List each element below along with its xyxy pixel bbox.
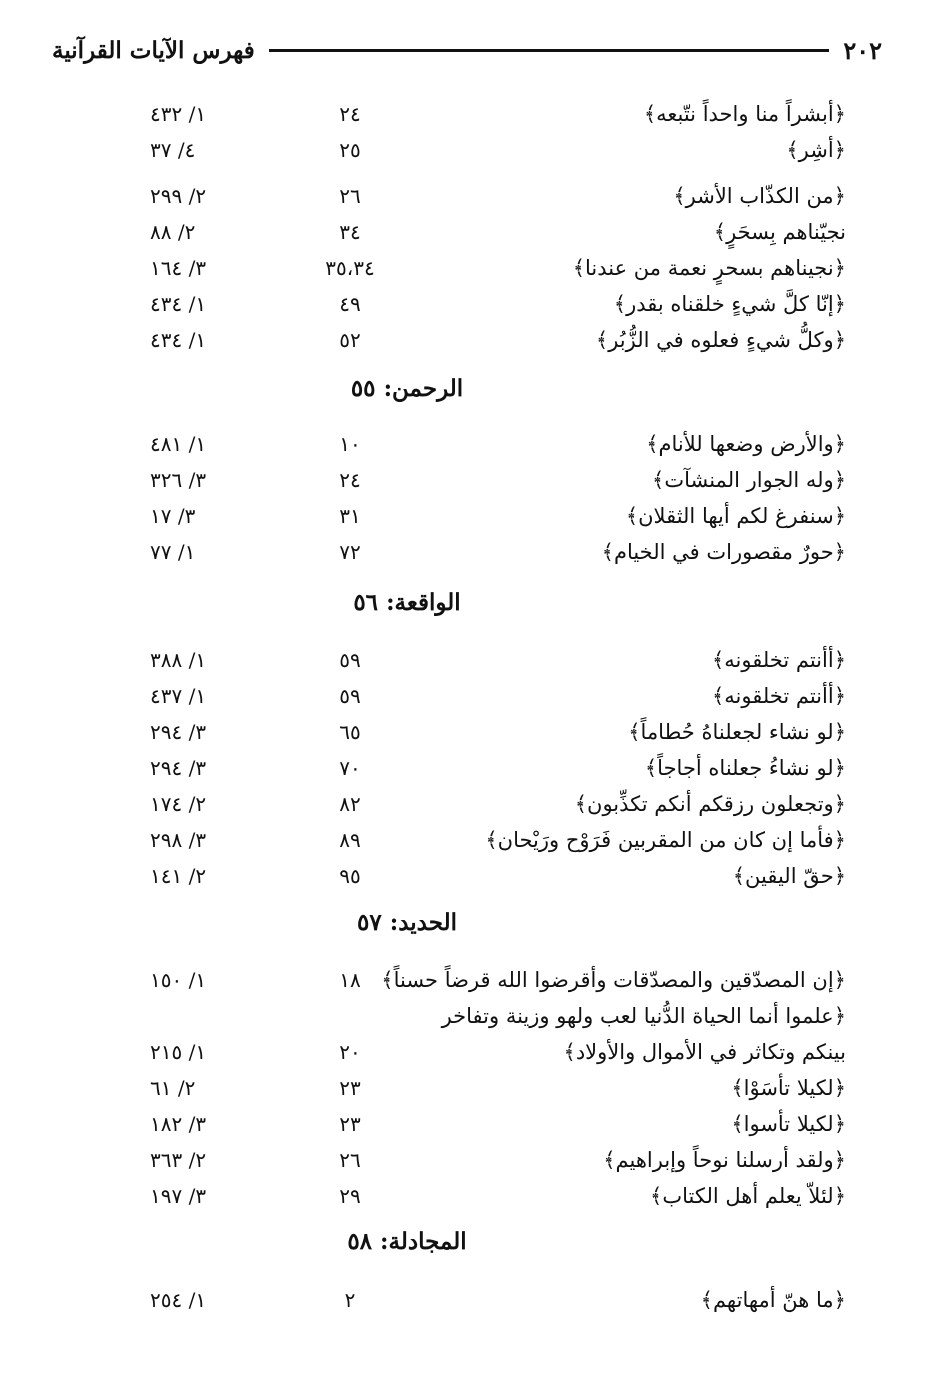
- verse-text: ﴿وتجعلون رزقكم أنكم تكذِّبون﴾: [574, 792, 846, 816]
- index-entry: [0, 962, 934, 998]
- page-number: ٢٠٢: [843, 35, 882, 65]
- ayah-number: ٣١: [339, 504, 361, 528]
- ayah-number: ٥٩: [339, 684, 361, 708]
- index-entry: [0, 750, 934, 786]
- verse-text: ﴿أبشراً منا واحداً نتّبعه﴾: [643, 102, 846, 126]
- ayah-number: ٢: [344, 1288, 356, 1312]
- ayah-number: ٥٩: [339, 648, 361, 672]
- volume-page-ref: ٣/ ٢٩٤: [150, 720, 207, 744]
- index-entry: [0, 1178, 934, 1214]
- index-entry: [0, 322, 934, 358]
- volume-page-ref: ١/ ٧٧: [150, 540, 196, 564]
- ayah-number: ٦٥: [339, 720, 361, 744]
- ayah-number: ٧٠: [339, 756, 361, 780]
- surah-name: الحديد:: [389, 909, 458, 936]
- index-entry: [0, 214, 934, 250]
- verse-text: ﴿ولقد أرسلنا نوحاً وإبراهيم﴾: [603, 1148, 846, 1172]
- volume-page-ref: ٣/ ٣٢٦: [150, 468, 207, 492]
- ayah-number: ٥٢: [339, 328, 361, 352]
- verse-text: ﴿علموا أنما الحياة الدُّنيا لعب ولهو وزينة وتفاخر: [441, 1004, 846, 1028]
- ayah-number: ٢٤: [339, 102, 361, 126]
- verse-text: ﴿لكيلا تأسَوْا﴾: [731, 1076, 846, 1100]
- volume-page-ref: ٢/ ٣٦٣: [150, 1148, 207, 1172]
- index-entry: [0, 822, 934, 858]
- volume-page-ref: ٣/ ١٨٢: [150, 1112, 207, 1136]
- verse-text: ﴿سنفرغ لكم أيها الثقلان﴾: [625, 504, 846, 528]
- index-entry: [0, 1070, 934, 1106]
- page-header: [52, 30, 882, 70]
- volume-page-ref: ٢/ ٢٩٩: [150, 184, 207, 208]
- verse-text: ﴿فأما إن كان من المقربين فَرَوْح ورَيْحان﴾: [485, 828, 846, 852]
- index-entry: [0, 786, 934, 822]
- ayah-number: ٣٤: [339, 220, 361, 244]
- ayah-number: ١٨: [339, 968, 361, 992]
- volume-page-ref: ٣/ ١٦٤: [150, 256, 207, 280]
- volume-page-ref: ١/ ١٥٠: [150, 968, 207, 992]
- verse-text: ﴿أأنتم تخلقونه﴾: [711, 684, 846, 708]
- ayah-number: ٢٣: [339, 1076, 361, 1100]
- surah-heading: [0, 903, 934, 943]
- verse-text: ﴿أأنتم تخلقونه﴾: [711, 648, 846, 672]
- surah-heading: [0, 1222, 934, 1262]
- verse-text: ﴿وكلُّ شيءٍ فعلوه في الزُّبُر﴾: [595, 328, 846, 352]
- ayah-number: ٤٩: [339, 292, 361, 316]
- volume-page-ref: ١/ ٤٣٢: [150, 102, 207, 126]
- index-entry: [0, 1106, 934, 1142]
- volume-page-ref: ١/ ٣٨٨: [150, 648, 207, 672]
- index-entry: [0, 1034, 934, 1070]
- index-entry: [0, 178, 934, 214]
- index-entry: [0, 1282, 934, 1318]
- ayah-number: ٩٥: [339, 864, 361, 888]
- verse-text: ﴿والأرض وضعها للأنام﴾: [646, 432, 846, 456]
- ayah-number: ٢٣: [339, 1112, 361, 1136]
- index-entry: [0, 858, 934, 894]
- header-rule: [269, 49, 830, 52]
- volume-page-ref: ١/ ٢٥٤: [150, 1288, 207, 1312]
- verse-text: ﴿حقّ اليقين﴾: [732, 864, 846, 888]
- volume-page-ref: ١/ ٤٣٧: [150, 684, 207, 708]
- verse-text: ﴿حورٌ مقصورات في الخيام﴾: [601, 540, 846, 564]
- verse-text: ﴿لو نشاء لجعلناهُ حُطاماً﴾: [628, 720, 846, 744]
- index-entry: [0, 998, 934, 1034]
- index-entry: [0, 1142, 934, 1178]
- ayah-number: ٢٩: [339, 1184, 361, 1208]
- ayah-number: ٢٦: [339, 1148, 361, 1172]
- verse-text: ﴿نجيناهم بسحرٍ نعمة من عندنا﴾: [572, 256, 846, 280]
- volume-page-ref: ١/ ٤٨١: [150, 432, 207, 456]
- ayah-number: ٢٦: [339, 184, 361, 208]
- index-entry: [0, 250, 934, 286]
- surah-heading: [0, 369, 934, 409]
- verse-text: بينكم وتكاثر في الأموال والأولاد﴾: [563, 1040, 846, 1064]
- verse-text: ﴿إنّا كلَّ شيءٍ خلقناه بقدر﴾: [613, 292, 846, 316]
- ayah-number: ٧٢: [339, 540, 361, 564]
- volume-page-ref: ٢/ ٨٨: [150, 220, 196, 244]
- ayah-number: ٨٩: [339, 828, 361, 852]
- verse-text: ﴿لكيلا تأسوا﴾: [731, 1112, 846, 1136]
- volume-page-ref: ٤/ ٣٧: [150, 138, 196, 162]
- surah-number: ٥٨: [347, 1228, 373, 1255]
- surah-number: ٥٥: [350, 375, 376, 402]
- surah-number: ٥٧: [356, 909, 382, 936]
- surah-number: ٥٦: [353, 589, 379, 616]
- index-entry: [0, 132, 934, 168]
- verse-text: ﴿إن المصدّقين والمصدّقات وأقرضوا الله قرضاً حسناً﴾: [381, 968, 846, 992]
- index-entry: [0, 426, 934, 462]
- volume-page-ref: ٢/ ١٤١: [150, 864, 207, 888]
- running-title: فهرس الآيات القرآنية: [52, 36, 255, 64]
- verse-text: ﴿وله الجوار المنشآت﴾: [652, 468, 846, 492]
- volume-page-ref: ٣/ ٢٩٨: [150, 828, 207, 852]
- ayah-number: ٢٠: [339, 1040, 361, 1064]
- surah-name: الواقعة:: [386, 589, 461, 616]
- verse-text: ﴿لو نشاءُ جعلناه أجاجاً﴾: [644, 756, 846, 780]
- index-entry: [0, 534, 934, 570]
- volume-page-ref: ١/ ٤٣٤: [150, 328, 207, 352]
- ayah-number: ٢٤: [339, 468, 361, 492]
- ayah-number: ١٠: [339, 432, 361, 456]
- index-entry: [0, 714, 934, 750]
- index-entry: [0, 498, 934, 534]
- verse-text: ﴿أشِر﴾: [786, 138, 846, 162]
- index-entry: [0, 96, 934, 132]
- surah-name: الرحمن:: [383, 375, 464, 402]
- ayah-number: ٢٥: [339, 138, 361, 162]
- ayah-number: ٨٢: [339, 792, 361, 816]
- index-entry: [0, 642, 934, 678]
- volume-page-ref: ٢/ ١٧٤: [150, 792, 207, 816]
- volume-page-ref: ٣/ ٢٩٤: [150, 756, 207, 780]
- ayah-number: ٣٥،٣٤: [325, 256, 375, 280]
- surah-name: المجادلة:: [380, 1228, 467, 1255]
- index-entry: [0, 462, 934, 498]
- volume-page-ref: ١/ ٤٣٤: [150, 292, 207, 316]
- verse-text: نجيّناهم بِسحَرٍ﴾: [713, 220, 846, 244]
- verse-text: ﴿ما هنّ أمهاتهم﴾: [700, 1288, 846, 1312]
- volume-page-ref: ٣/ ١٩٧: [150, 1184, 207, 1208]
- volume-page-ref: ١/ ٢١٥: [150, 1040, 207, 1064]
- verse-text: ﴿من الكذّاب الأشر﴾: [673, 184, 846, 208]
- volume-page-ref: ٢/ ٦١: [150, 1076, 196, 1100]
- index-entry: [0, 678, 934, 714]
- volume-page-ref: ٣/ ١٧: [150, 504, 196, 528]
- index-entry: [0, 286, 934, 322]
- surah-heading: [0, 583, 934, 623]
- verse-text: ﴿لئلاّ يعلم أهل الكتاب﴾: [650, 1184, 846, 1208]
